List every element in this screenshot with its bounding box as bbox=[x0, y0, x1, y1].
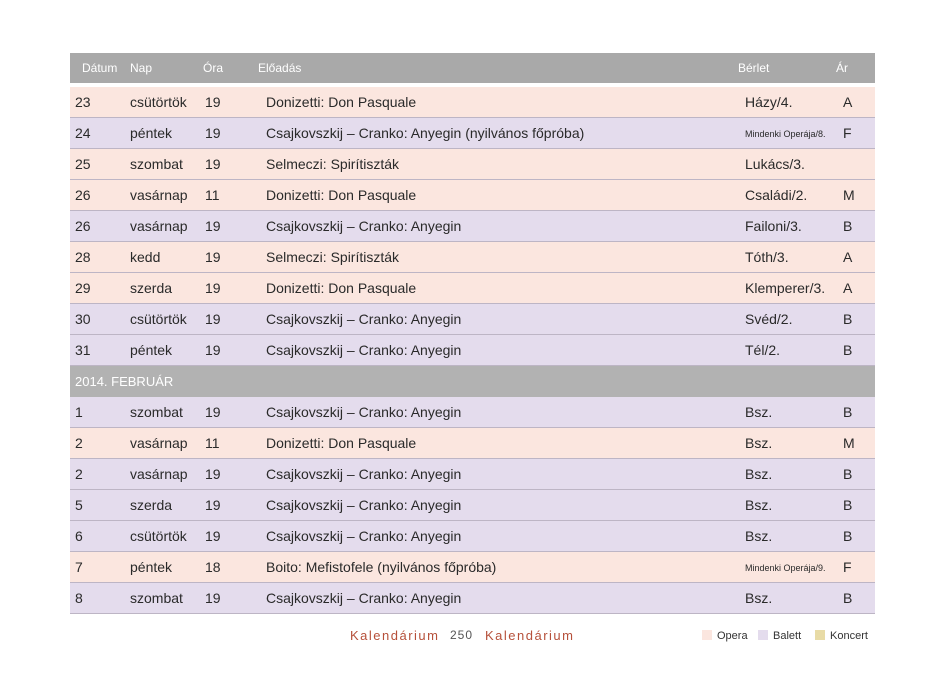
cell-price: B bbox=[843, 218, 853, 234]
header-date: Dátum bbox=[82, 61, 118, 75]
table-row bbox=[70, 397, 875, 428]
cell-price: B bbox=[843, 497, 853, 513]
cell-day: szombat bbox=[130, 404, 183, 420]
cell-price: B bbox=[843, 342, 853, 358]
cell-price: F bbox=[843, 125, 852, 141]
cell-berlet: Failoni/3. bbox=[745, 218, 802, 234]
cell-time: 19 bbox=[205, 156, 221, 172]
cell-date: 24 bbox=[75, 125, 91, 141]
balett-swatch-icon bbox=[758, 630, 768, 640]
cell-berlet: Tóth/3. bbox=[745, 249, 789, 265]
cell-berlet: Bsz. bbox=[745, 590, 773, 606]
cell-time: 19 bbox=[205, 342, 221, 358]
table-row bbox=[70, 118, 875, 149]
cell-time: 19 bbox=[205, 311, 221, 327]
cell-show: Selmeczi: Spirítiszták bbox=[266, 156, 400, 172]
cell-show: Csajkovszkij – Cranko: Anyegin bbox=[266, 342, 462, 358]
cell-day: szombat bbox=[130, 590, 183, 606]
cell-berlet: Bsz. bbox=[745, 435, 773, 451]
table-row bbox=[70, 428, 875, 459]
cell-berlet: Bsz. bbox=[745, 497, 773, 513]
legend-koncert: Koncert bbox=[815, 630, 868, 642]
cell-berlet: Lukács/3. bbox=[745, 156, 805, 172]
cell-time: 11 bbox=[205, 435, 220, 451]
cell-show: Csajkovszkij – Cranko: Anyegin bbox=[266, 528, 462, 544]
cell-price: A bbox=[843, 94, 853, 110]
table-row bbox=[70, 552, 875, 583]
cell-show: Csajkovszkij – Cranko: Anyegin bbox=[266, 497, 462, 513]
table-row bbox=[70, 583, 875, 614]
cell-day: péntek bbox=[130, 125, 173, 141]
legend-opera: Opera bbox=[702, 630, 748, 642]
cell-show: Donizetti: Don Pasquale bbox=[266, 280, 417, 296]
cell-time: 19 bbox=[205, 497, 221, 513]
cell-price: B bbox=[843, 311, 853, 327]
cell-time: 19 bbox=[205, 218, 221, 234]
cell-berlet: Bsz. bbox=[745, 466, 773, 482]
cell-price: B bbox=[843, 528, 853, 544]
cell-time: 19 bbox=[205, 404, 221, 420]
footer-title-right: Kalendárium bbox=[485, 628, 575, 643]
cell-date: 25 bbox=[75, 156, 91, 172]
cell-time: 11 bbox=[205, 187, 220, 203]
cell-berlet: Bsz. bbox=[745, 404, 773, 420]
cell-time: 19 bbox=[205, 249, 221, 265]
cell-berlet: Bsz. bbox=[745, 528, 773, 544]
cell-day: szerda bbox=[130, 280, 173, 296]
cell-time: 19 bbox=[205, 94, 221, 110]
cell-day: csütörtök bbox=[130, 94, 187, 110]
cell-day: vasárnap bbox=[130, 187, 188, 203]
cell-time: 19 bbox=[205, 466, 221, 482]
cell-day: vasárnap bbox=[130, 466, 188, 482]
cell-show: Csajkovszkij – Cranko: Anyegin bbox=[266, 218, 462, 234]
cell-price: B bbox=[843, 404, 853, 420]
cell-day: kedd bbox=[130, 249, 161, 265]
header-berlet: Bérlet bbox=[738, 61, 770, 75]
table-row bbox=[70, 211, 875, 242]
table-row bbox=[70, 335, 875, 366]
cell-berlet: Családi/2. bbox=[745, 187, 808, 203]
cell-day: vasárnap bbox=[130, 435, 188, 451]
cell-price: A bbox=[843, 249, 853, 265]
schedule-table bbox=[70, 53, 875, 614]
cell-date: 29 bbox=[75, 280, 91, 296]
header-day: Nap bbox=[130, 61, 153, 75]
cell-date: 8 bbox=[75, 590, 83, 606]
cell-date: 2 bbox=[75, 435, 83, 451]
cell-price: A bbox=[843, 280, 853, 296]
cell-show: Donizetti: Don Pasquale bbox=[266, 94, 417, 110]
table-row bbox=[70, 273, 875, 304]
cell-berlet: Tél/2. bbox=[745, 342, 781, 358]
cell-day: szerda bbox=[130, 497, 173, 513]
cell-show: Donizetti: Don Pasquale bbox=[266, 187, 417, 203]
cell-berlet: Klemperer/3. bbox=[745, 280, 826, 296]
cell-day: vasárnap bbox=[130, 218, 188, 234]
header-show: Előadás bbox=[258, 61, 302, 75]
cell-berlet: Mindenki Operája/8. bbox=[745, 129, 826, 139]
cell-time: 18 bbox=[205, 559, 221, 575]
opera-swatch-icon bbox=[702, 630, 712, 640]
cell-price: M bbox=[843, 435, 855, 451]
cell-price: B bbox=[843, 590, 853, 606]
cell-price: B bbox=[843, 466, 853, 482]
cell-time: 19 bbox=[205, 125, 221, 141]
table-row bbox=[70, 87, 875, 118]
table-row bbox=[70, 459, 875, 490]
table-row bbox=[70, 180, 875, 211]
month-label: 2014. FEBRUÁR bbox=[75, 374, 174, 389]
table-row bbox=[70, 490, 875, 521]
table-header bbox=[70, 53, 875, 83]
cell-date: 26 bbox=[75, 187, 91, 203]
header-time: Óra bbox=[203, 61, 224, 75]
cell-show: Donizetti: Don Pasquale bbox=[266, 435, 417, 451]
koncert-swatch-icon bbox=[815, 630, 825, 640]
cell-date: 2 bbox=[75, 466, 83, 482]
month-divider bbox=[70, 366, 875, 397]
legend-balett: Balett bbox=[758, 630, 801, 642]
cell-day: péntek bbox=[130, 342, 173, 358]
cell-date: 6 bbox=[75, 528, 83, 544]
cell-date: 7 bbox=[75, 559, 83, 575]
table-row bbox=[70, 242, 875, 273]
cell-price: M bbox=[843, 187, 855, 203]
cell-berlet: Mindenki Operája/9. bbox=[745, 563, 826, 573]
cell-berlet: Svéd/2. bbox=[745, 311, 793, 327]
table-row bbox=[70, 304, 875, 335]
cell-show: Csajkovszkij – Cranko: Anyegin bbox=[266, 590, 462, 606]
footer-title-left: Kalendárium bbox=[350, 628, 440, 643]
table-row bbox=[70, 149, 875, 180]
cell-time: 19 bbox=[205, 528, 221, 544]
page-footer bbox=[0, 628, 944, 646]
cell-date: 30 bbox=[75, 311, 91, 327]
cell-date: 5 bbox=[75, 497, 83, 513]
table-body bbox=[70, 87, 875, 614]
cell-day: csütörtök bbox=[130, 311, 187, 327]
cell-date: 23 bbox=[75, 94, 91, 110]
cell-day: csütörtök bbox=[130, 528, 187, 544]
cell-time: 19 bbox=[205, 280, 221, 296]
cell-date: 1 bbox=[75, 404, 83, 420]
table-row bbox=[70, 521, 875, 552]
cell-berlet: Házy/4. bbox=[745, 94, 793, 110]
page-number: 250 bbox=[450, 628, 474, 642]
cell-show: Boito: Mefistofele (nyilvános főpróba) bbox=[266, 559, 497, 575]
cell-time: 19 bbox=[205, 590, 221, 606]
cell-show: Selmeczi: Spirítiszták bbox=[266, 249, 400, 265]
cell-show: Csajkovszkij – Cranko: Anyegin bbox=[266, 311, 462, 327]
cell-show: Csajkovszkij – Cranko: Anyegin bbox=[266, 466, 462, 482]
cell-date: 26 bbox=[75, 218, 91, 234]
cell-show: Csajkovszkij – Cranko: Anyegin bbox=[266, 404, 462, 420]
cell-show: Csajkovszkij – Cranko: Anyegin (nyilvános főpróba) bbox=[266, 125, 585, 141]
cell-date: 31 bbox=[75, 342, 91, 358]
header-price: Ár bbox=[836, 61, 848, 75]
cell-date: 28 bbox=[75, 249, 91, 265]
cell-price: F bbox=[843, 559, 852, 575]
cell-day: szombat bbox=[130, 156, 183, 172]
cell-day: péntek bbox=[130, 559, 173, 575]
